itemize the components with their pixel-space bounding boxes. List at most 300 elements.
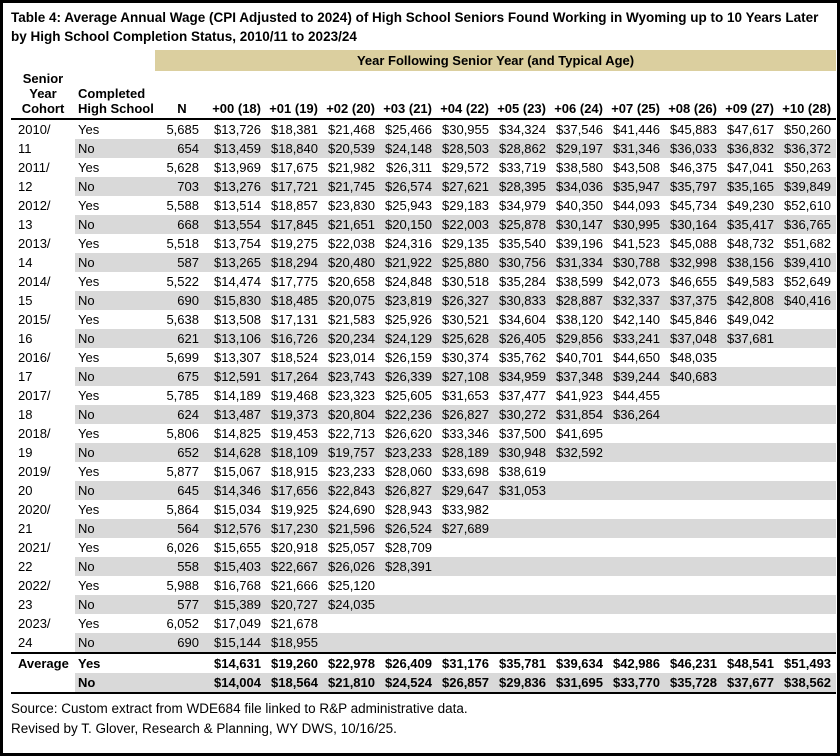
- wage-cell: $36,033: [665, 139, 722, 158]
- table-row: [11, 462, 836, 481]
- wage-cell: [722, 443, 779, 462]
- wage-cell: $33,698: [442, 463, 489, 479]
- wage-cell: $22,713: [328, 425, 375, 441]
- wage-cell: $42,073: [613, 273, 660, 289]
- n-cell: 5,988: [166, 577, 199, 593]
- cohort-cell: 19: [11, 443, 75, 462]
- wage-cell: [665, 538, 722, 557]
- wage-cell: $42,140: [613, 311, 660, 327]
- wage-cell: $15,067: [214, 463, 261, 479]
- wage-cell: [437, 538, 494, 557]
- wage-cell: $37,375: [665, 291, 722, 310]
- wage-cell: $14,189: [214, 387, 261, 403]
- hs-cell: Yes: [78, 311, 100, 327]
- wage-cell: [494, 500, 551, 519]
- n-cell: 5,518: [166, 235, 199, 251]
- table-row: [11, 119, 836, 139]
- wage-cell: $20,075: [323, 291, 380, 310]
- table-row: [11, 139, 836, 158]
- wage-cell: $25,605: [385, 387, 432, 403]
- wage-cell: $31,346: [608, 139, 665, 158]
- wage-cell: $20,480: [323, 253, 380, 272]
- wage-cell: $46,375: [670, 159, 717, 175]
- wage-cell: [722, 386, 779, 405]
- wage-cell: $21,810: [323, 673, 380, 693]
- wage-cell: $32,998: [665, 253, 722, 272]
- wage-cell: $28,709: [385, 539, 432, 555]
- wage-cell: [494, 595, 551, 614]
- wage-cell: [779, 367, 836, 386]
- wage-cell: $39,410: [779, 253, 836, 272]
- wage-cell: $13,487: [209, 405, 266, 424]
- table-row: [11, 272, 836, 291]
- wage-cell: $23,743: [323, 367, 380, 386]
- wage-cell: $25,943: [385, 197, 432, 213]
- n-cell: 5,785: [166, 387, 199, 403]
- table-row: [11, 367, 836, 386]
- wage-cell: $28,395: [494, 177, 551, 196]
- wage-cell: [779, 462, 836, 481]
- n-cell: [155, 673, 209, 693]
- wage-cell: [779, 557, 836, 576]
- wage-cell: [608, 614, 665, 633]
- wage-cell: [380, 633, 437, 653]
- n-cell: 5,628: [166, 159, 199, 175]
- wage-cell: $25,878: [494, 215, 551, 234]
- wage-cell: [494, 576, 551, 595]
- wage-cell: $52,610: [784, 197, 832, 213]
- wage-table: [11, 50, 836, 694]
- cohort-cell: 2023/: [11, 614, 75, 633]
- hs-cell: Yes: [78, 387, 100, 403]
- cohort-cell: 2020/: [11, 500, 75, 519]
- table-row: [11, 348, 836, 367]
- header-year: +01 (19): [266, 71, 323, 119]
- wage-cell: [665, 462, 722, 481]
- wage-cell: [551, 500, 608, 519]
- hs-cell: No: [75, 595, 155, 614]
- wage-cell: $22,038: [328, 235, 375, 251]
- wage-cell: $14,628: [209, 443, 266, 462]
- wage-cell: $14,631: [209, 653, 266, 673]
- wage-cell: $33,982: [442, 501, 489, 517]
- wage-cell: $46,655: [670, 273, 717, 289]
- wage-cell: [380, 595, 437, 614]
- wage-cell: $24,129: [380, 329, 437, 348]
- cohort-cell: 21: [11, 519, 75, 538]
- wage-cell: $26,409: [380, 653, 437, 673]
- wage-cell: [722, 595, 779, 614]
- wage-cell: $26,827: [380, 481, 437, 500]
- cohort-cell: 23: [11, 595, 75, 614]
- wage-cell: [494, 538, 551, 557]
- wage-cell: $33,770: [608, 673, 665, 693]
- revised-line: Revised by T. Glover, Research & Planning, WY DWS, 10/16/25.: [11, 721, 397, 737]
- wage-cell: $26,327: [437, 291, 494, 310]
- wage-cell: $40,350: [556, 197, 603, 213]
- wage-cell: $22,003: [437, 215, 494, 234]
- wage-cell: [779, 310, 836, 329]
- wage-cell: [779, 329, 836, 348]
- cohort-cell: 2018/: [11, 424, 75, 443]
- wage-cell: $47,041: [727, 159, 774, 175]
- wage-cell: [608, 462, 665, 481]
- cohort-cell: 2013/: [11, 234, 75, 253]
- wage-cell: $51,493: [779, 653, 836, 673]
- wage-cell: [665, 443, 722, 462]
- wage-cell: $35,947: [608, 177, 665, 196]
- hs-cell: Yes: [78, 425, 100, 441]
- wage-cell: $17,264: [266, 367, 323, 386]
- wage-cell: $24,316: [385, 235, 432, 251]
- wage-cell: [722, 367, 779, 386]
- cohort-cell: 2019/: [11, 462, 75, 481]
- table-row: [11, 405, 836, 424]
- wage-cell: [437, 557, 494, 576]
- wage-cell: [722, 614, 779, 633]
- wage-cell: $49,230: [727, 197, 774, 213]
- cohort-cell: 2017/: [11, 386, 75, 405]
- wage-cell: [608, 595, 665, 614]
- wage-cell: $26,026: [323, 557, 380, 576]
- n-cell: 5,864: [166, 501, 199, 517]
- cohort-cell: 14: [11, 253, 75, 272]
- wage-cell: [779, 519, 836, 538]
- wage-cell: $25,926: [385, 311, 432, 327]
- table-row: [11, 557, 836, 576]
- cohort-cell: 22: [11, 557, 75, 576]
- table-body: [11, 119, 836, 693]
- hs-cell: No: [75, 443, 155, 462]
- wage-cell: $30,756: [494, 253, 551, 272]
- wage-cell: $20,804: [323, 405, 380, 424]
- wage-cell: $30,272: [494, 405, 551, 424]
- wage-cell: [494, 519, 551, 538]
- wage-cell: $19,373: [266, 405, 323, 424]
- header-year: +10 (28): [779, 71, 836, 119]
- table-row: [11, 538, 836, 557]
- wage-cell: $24,148: [380, 139, 437, 158]
- wage-cell: $18,294: [266, 253, 323, 272]
- table-row: [11, 576, 836, 595]
- hs-cell: No: [75, 633, 155, 653]
- wage-cell: [722, 500, 779, 519]
- wage-cell: [665, 614, 722, 633]
- wage-cell: $22,843: [323, 481, 380, 500]
- wage-cell: $23,233: [328, 463, 375, 479]
- header-year: +07 (25): [608, 71, 665, 119]
- wage-cell: $41,523: [613, 235, 660, 251]
- source-line: Source: Custom extract from WDE684 file linked to R&P administrative data.: [11, 700, 468, 716]
- wage-cell: $31,653: [442, 387, 489, 403]
- wage-cell: $30,374: [442, 349, 489, 365]
- cohort-cell: 2021/: [11, 538, 75, 557]
- wage-cell: $16,726: [266, 329, 323, 348]
- wage-cell: $27,689: [437, 519, 494, 538]
- wage-cell: [437, 576, 494, 595]
- hs-cell: No: [75, 215, 155, 234]
- wage-cell: $19,453: [271, 425, 318, 441]
- n-cell: 675: [155, 367, 209, 386]
- cohort-cell: [11, 673, 75, 693]
- wage-cell: [608, 500, 665, 519]
- wage-cell: [551, 557, 608, 576]
- wage-cell: [551, 614, 608, 633]
- wage-cell: $30,995: [608, 215, 665, 234]
- wage-cell: [551, 633, 608, 653]
- wage-cell: [779, 424, 836, 443]
- wage-cell: [779, 538, 836, 557]
- wage-cell: $41,695: [556, 425, 603, 441]
- wage-cell: [665, 405, 722, 424]
- wage-cell: $20,727: [266, 595, 323, 614]
- banner-row: [11, 50, 836, 71]
- wage-cell: $39,196: [556, 235, 603, 251]
- hs-cell: Yes: [78, 539, 100, 555]
- hs-cell: Yes: [75, 653, 155, 673]
- table-row: [11, 215, 836, 234]
- column-header-row: [11, 71, 836, 119]
- wage-cell: $18,381: [271, 121, 318, 137]
- wage-cell: $15,389: [209, 595, 266, 614]
- wage-cell: $36,372: [779, 139, 836, 158]
- wage-cell: [779, 443, 836, 462]
- hs-cell: No: [75, 481, 155, 500]
- table-row: [11, 196, 836, 215]
- wage-cell: $31,695: [551, 673, 608, 693]
- source-notes: [3, 694, 837, 740]
- hs-cell: No: [75, 253, 155, 272]
- n-cell: 690: [155, 291, 209, 310]
- wage-cell: $36,832: [722, 139, 779, 158]
- wage-cell: [722, 557, 779, 576]
- wage-cell: $27,108: [437, 367, 494, 386]
- wage-cell: $28,887: [551, 291, 608, 310]
- table-row: [11, 614, 836, 633]
- wage-cell: $37,546: [556, 121, 603, 137]
- cohort-cell: 16: [11, 329, 75, 348]
- wage-cell: [608, 443, 665, 462]
- wage-cell: $17,049: [214, 615, 261, 631]
- wage-cell: [665, 500, 722, 519]
- n-cell: 6,052: [166, 615, 199, 631]
- wage-cell: $26,574: [380, 177, 437, 196]
- wage-cell: [779, 633, 836, 653]
- hs-cell: No: [75, 405, 155, 424]
- cohort-cell: 2016/: [11, 348, 75, 367]
- cohort-cell: 11: [11, 139, 75, 158]
- wage-cell: $31,854: [551, 405, 608, 424]
- wage-cell: $18,524: [271, 349, 318, 365]
- wage-cell: [494, 614, 551, 633]
- wage-cell: $44,455: [613, 387, 660, 403]
- hs-cell: No: [75, 367, 155, 386]
- wage-cell: $24,035: [323, 595, 380, 614]
- wage-cell: $31,334: [551, 253, 608, 272]
- wage-cell: $20,234: [323, 329, 380, 348]
- wage-cell: $28,060: [385, 463, 432, 479]
- wage-cell: $33,241: [608, 329, 665, 348]
- wage-cell: $30,833: [494, 291, 551, 310]
- table-row: [11, 424, 836, 443]
- wage-cell: $30,788: [608, 253, 665, 272]
- wage-cell: $13,514: [214, 197, 261, 213]
- table-row: [11, 158, 836, 177]
- wage-cell: $52,649: [784, 273, 832, 289]
- wage-cell: $17,775: [271, 273, 318, 289]
- n-cell: 645: [155, 481, 209, 500]
- wage-cell: $33,346: [442, 425, 489, 441]
- wage-cell: $28,943: [385, 501, 432, 517]
- wage-cell: [779, 614, 836, 633]
- wage-cell: $30,521: [442, 311, 489, 327]
- table-row: [11, 519, 836, 538]
- wage-cell: $26,311: [385, 159, 432, 175]
- n-cell: 668: [155, 215, 209, 234]
- wage-cell: $35,781: [494, 653, 551, 673]
- wage-cell: $48,732: [727, 235, 774, 251]
- wage-cell: $21,922: [380, 253, 437, 272]
- n-cell: 654: [155, 139, 209, 158]
- wage-cell: $37,477: [499, 387, 546, 403]
- n-cell: 577: [155, 595, 209, 614]
- wage-cell: [779, 500, 836, 519]
- wage-cell: $50,260: [784, 121, 832, 137]
- wage-cell: $15,830: [209, 291, 266, 310]
- wage-cell: $35,540: [499, 235, 546, 251]
- wage-cell: $35,417: [722, 215, 779, 234]
- wage-cell: [437, 614, 494, 633]
- wage-cell: $18,840: [266, 139, 323, 158]
- wage-cell: $15,655: [214, 539, 261, 555]
- table-row: [11, 633, 836, 653]
- wage-cell: $21,678: [271, 615, 318, 631]
- wage-cell: $32,337: [608, 291, 665, 310]
- cohort-cell: 24: [11, 633, 75, 653]
- header-year: +06 (24): [551, 71, 608, 119]
- wage-cell: $35,284: [499, 273, 546, 289]
- wage-cell: $18,109: [266, 443, 323, 462]
- wage-cell: $42,808: [722, 291, 779, 310]
- wage-cell: $13,754: [214, 235, 261, 251]
- hs-cell: Yes: [78, 235, 100, 251]
- hs-cell: Yes: [78, 197, 100, 213]
- wage-cell: $42,986: [608, 653, 665, 673]
- wage-cell: [323, 633, 380, 653]
- wage-cell: $19,925: [271, 501, 318, 517]
- wage-cell: $48,035: [670, 349, 717, 365]
- wage-cell: $18,857: [271, 197, 318, 213]
- wage-cell: [665, 519, 722, 538]
- wage-cell: $13,106: [209, 329, 266, 348]
- table-row: [11, 177, 836, 196]
- wage-cell: $47,617: [727, 121, 774, 137]
- hs-cell: Yes: [78, 349, 100, 365]
- wage-cell: $17,845: [266, 215, 323, 234]
- n-cell: 5,522: [166, 273, 199, 289]
- wage-cell: $13,265: [209, 253, 266, 272]
- table-row: [11, 653, 836, 673]
- wage-cell: $38,580: [556, 159, 603, 175]
- wage-cell: $25,628: [437, 329, 494, 348]
- wage-cell: $49,583: [727, 273, 774, 289]
- wage-cell: $35,797: [665, 177, 722, 196]
- wage-cell: $24,524: [380, 673, 437, 693]
- wage-cell: $26,857: [437, 673, 494, 693]
- wage-cell: [608, 633, 665, 653]
- wage-cell: $12,576: [209, 519, 266, 538]
- n-cell: 621: [155, 329, 209, 348]
- wage-cell: $19,757: [323, 443, 380, 462]
- wage-cell: $15,144: [209, 633, 266, 653]
- wage-cell: [722, 538, 779, 557]
- wage-cell: [608, 424, 665, 443]
- wage-cell: $31,176: [437, 653, 494, 673]
- wage-cell: $37,500: [499, 425, 546, 441]
- hs-cell: No: [75, 177, 155, 196]
- wage-cell: [665, 386, 722, 405]
- wage-cell: $20,150: [380, 215, 437, 234]
- wage-cell: [722, 519, 779, 538]
- wage-cell: $46,231: [665, 653, 722, 673]
- wage-cell: $13,307: [214, 349, 261, 365]
- wage-cell: [608, 576, 665, 595]
- wage-cell: $29,856: [551, 329, 608, 348]
- hs-cell: Yes: [78, 159, 100, 175]
- wage-cell: $26,620: [385, 425, 432, 441]
- wage-cell: $44,650: [613, 349, 660, 365]
- n-cell: 652: [155, 443, 209, 462]
- wage-cell: $25,057: [328, 539, 375, 555]
- wage-cell: $43,508: [613, 159, 660, 175]
- wage-cell: $16,768: [214, 577, 261, 593]
- n-cell: 564: [155, 519, 209, 538]
- wage-cell: $29,135: [442, 235, 489, 251]
- wage-cell: $36,264: [608, 405, 665, 424]
- wage-cell: [722, 481, 779, 500]
- wage-cell: $34,036: [551, 177, 608, 196]
- wage-cell: [665, 595, 722, 614]
- wage-cell: $23,014: [328, 349, 375, 365]
- wage-cell: $35,762: [499, 349, 546, 365]
- wage-cell: $15,034: [214, 501, 261, 517]
- wage-cell: $50,263: [784, 159, 832, 175]
- wage-cell: $21,651: [323, 215, 380, 234]
- wage-cell: $28,503: [437, 139, 494, 158]
- wage-cell: $38,562: [779, 673, 836, 693]
- table-row: [11, 310, 836, 329]
- cohort-cell: 13: [11, 215, 75, 234]
- hs-cell: No: [75, 291, 155, 310]
- wage-cell: [551, 462, 608, 481]
- table-row: [11, 386, 836, 405]
- cohort-cell: Average: [11, 653, 75, 673]
- wage-cell: $20,539: [323, 139, 380, 158]
- wage-cell: $23,819: [380, 291, 437, 310]
- wage-cell: [779, 595, 836, 614]
- wage-cell: $35,165: [722, 177, 779, 196]
- header-n: N: [155, 71, 209, 119]
- wage-cell: $41,446: [613, 121, 660, 137]
- wage-cell: [665, 633, 722, 653]
- n-cell: 5,685: [166, 121, 199, 137]
- hs-cell: No: [75, 673, 155, 693]
- wage-cell: [380, 614, 437, 633]
- wage-cell: $44,093: [613, 197, 660, 213]
- n-cell: [155, 653, 209, 673]
- wage-cell: $17,656: [266, 481, 323, 500]
- wage-cell: $34,979: [499, 197, 546, 213]
